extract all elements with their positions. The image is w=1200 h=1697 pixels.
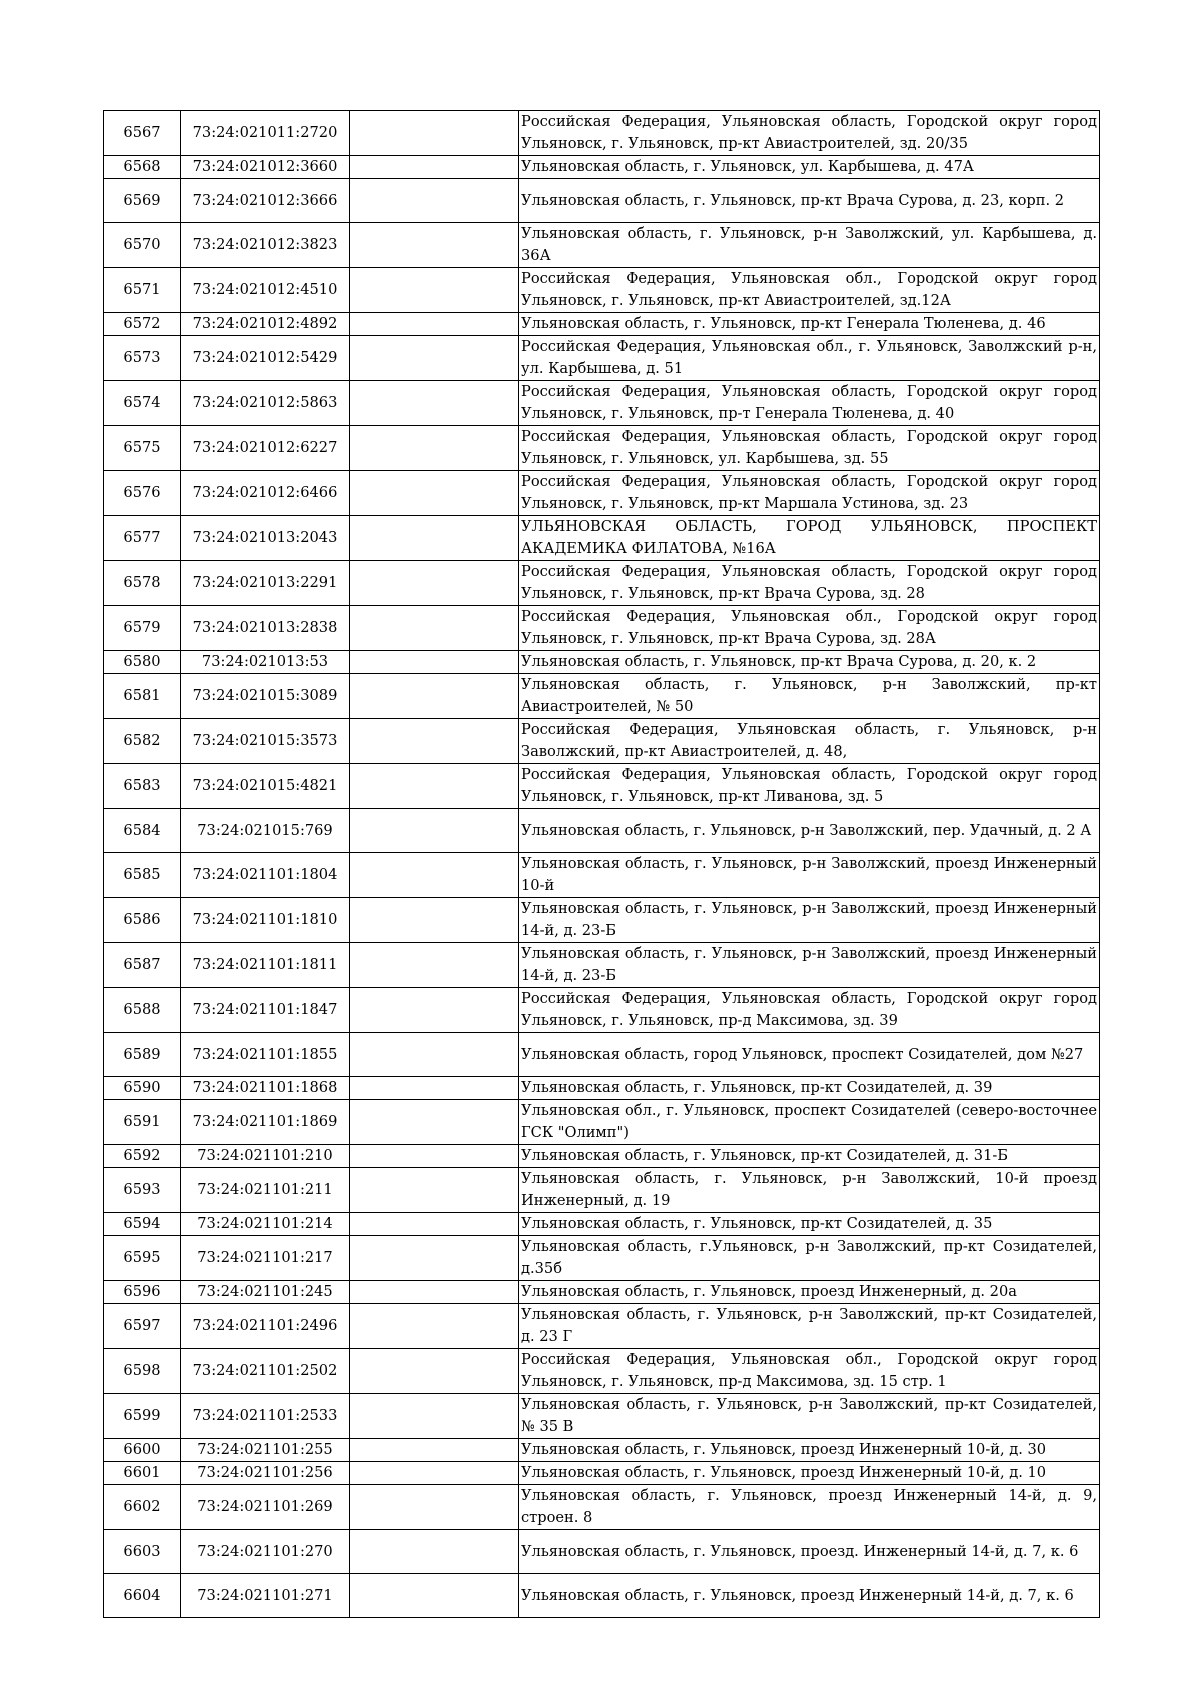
address-cell: Ульяновская область, г. Ульяновск, пр-кт Врача Сурова, д. 23, корп. 2 [519, 179, 1100, 223]
row-number-cell: 6586 [104, 898, 181, 943]
table-row [104, 606, 1100, 651]
table-row [104, 268, 1100, 313]
row-number-cell: 6581 [104, 674, 181, 719]
cadastral-number-cell: 73:24:021101:2496 [181, 1304, 350, 1349]
empty-cell [350, 1100, 519, 1145]
table-row [104, 1574, 1100, 1618]
empty-cell [350, 426, 519, 471]
empty-cell [350, 988, 519, 1033]
empty-cell [350, 1236, 519, 1281]
table-row [104, 179, 1100, 223]
row-number-cell: 6569 [104, 179, 181, 223]
row-number-cell: 6596 [104, 1281, 181, 1304]
address-cell: Ульяновская область, г. Ульяновск, р-н Заволжский, проезд Инженерный 14-й, д. 23-Б [519, 943, 1100, 988]
empty-cell [350, 336, 519, 381]
empty-cell [350, 471, 519, 516]
cadastral-number-cell: 73:24:021101:269 [181, 1485, 350, 1530]
cadastral-number-cell: 73:24:021012:6227 [181, 426, 350, 471]
empty-cell [350, 1530, 519, 1574]
table-row [104, 1439, 1100, 1462]
table-row [104, 1349, 1100, 1394]
table-row [104, 313, 1100, 336]
row-number-cell: 6568 [104, 156, 181, 179]
address-cell: Российская Федерация, Ульяновская область, Городской округ город Ульяновск, г. Ульяновск, пр-кт Врача Сурова, зд. 28 [519, 561, 1100, 606]
cadastral-number-cell: 73:24:021101:256 [181, 1462, 350, 1485]
table-row [104, 223, 1100, 268]
address-cell: Ульяновская область, г. Ульяновск, р-н Заволжский, пр-кт Созидателей, д. 23 Г [519, 1304, 1100, 1349]
table-row [104, 1077, 1100, 1100]
row-number-cell: 6600 [104, 1439, 181, 1462]
cadastral-number-cell: 73:24:021012:5863 [181, 381, 350, 426]
cadastral-number-cell: 73:24:021101:271 [181, 1574, 350, 1618]
empty-cell [350, 1439, 519, 1462]
table-row [104, 898, 1100, 943]
empty-cell [350, 313, 519, 336]
empty-cell [350, 156, 519, 179]
table-row [104, 1236, 1100, 1281]
cadastral-number-cell: 73:24:021101:270 [181, 1530, 350, 1574]
address-cell: Ульяновская область, г. Ульяновск, пр-кт Созидателей, д. 31-Б [519, 1145, 1100, 1168]
empty-cell [350, 674, 519, 719]
cadastral-number-cell: 73:24:021101:2502 [181, 1349, 350, 1394]
row-number-cell: 6598 [104, 1349, 181, 1394]
address-cell: Ульяновская область, г. Ульяновск, проезд Инженерный 10-й, д. 10 [519, 1462, 1100, 1485]
table-row [104, 651, 1100, 674]
table-row [104, 1145, 1100, 1168]
cadastral-number-cell: 73:24:021101:245 [181, 1281, 350, 1304]
cadastral-number-cell: 73:24:021013:53 [181, 651, 350, 674]
address-cell: Ульяновская область, г. Ульяновск, проезд Инженерный, д. 20а [519, 1281, 1100, 1304]
row-number-cell: 6591 [104, 1100, 181, 1145]
address-cell: Российская Федерация, Ульяновская обл., г. Ульяновск, Заволжский р-н, ул. Карбышева, д. 51 [519, 336, 1100, 381]
address-cell: Ульяновская область, г. Ульяновск, проезд Инженерный 14-й, д. 9, строен. 8 [519, 1485, 1100, 1530]
address-cell: Ульяновская область, г. Ульяновск, р-н Заволжский, пер. Удачный, д. 2 А [519, 809, 1100, 853]
row-number-cell: 6595 [104, 1236, 181, 1281]
empty-cell [350, 606, 519, 651]
table-row [104, 1100, 1100, 1145]
row-number-cell: 6590 [104, 1077, 181, 1100]
cadastral-number-cell: 73:24:021101:2533 [181, 1394, 350, 1439]
cadastral-number-cell: 73:24:021101:1804 [181, 853, 350, 898]
row-number-cell: 6597 [104, 1304, 181, 1349]
row-number-cell: 6602 [104, 1485, 181, 1530]
table-row [104, 516, 1100, 561]
table-row [104, 381, 1100, 426]
cadastral-number-cell: 73:24:021012:4510 [181, 268, 350, 313]
table-row [104, 561, 1100, 606]
empty-cell [350, 651, 519, 674]
address-cell: Ульяновская область, г. Ульяновск, ул. Карбышева, д. 47А [519, 156, 1100, 179]
cadastral-number-cell: 73:24:021101:1869 [181, 1100, 350, 1145]
address-cell: Ульяновская область, г. Ульяновск, пр-кт Созидателей, д. 39 [519, 1077, 1100, 1100]
empty-cell [350, 1394, 519, 1439]
cadastral-number-cell: 73:24:021013:2838 [181, 606, 350, 651]
row-number-cell: 6589 [104, 1033, 181, 1077]
address-cell: Ульяновская область, г.Ульяновск, р-н Заволжский, пр-кт Созидателей, д.35б [519, 1236, 1100, 1281]
address-cell: УЛЬЯНОВСКАЯ ОБЛАСТЬ, ГОРОД УЛЬЯНОВСК, ПРОСПЕКТ АКАДЕМИКА ФИЛАТОВА, №16А [519, 516, 1100, 561]
empty-cell [350, 898, 519, 943]
cadastral-number-cell: 73:24:021013:2291 [181, 561, 350, 606]
row-number-cell: 6594 [104, 1213, 181, 1236]
cadastral-number-cell: 73:24:021015:4821 [181, 764, 350, 809]
row-number-cell: 6582 [104, 719, 181, 764]
cadastral-number-cell: 73:24:021011:2720 [181, 111, 350, 156]
table-row [104, 764, 1100, 809]
row-number-cell: 6587 [104, 943, 181, 988]
address-cell: Ульяновская область, г. Ульяновск, пр-кт Генерала Тюленева, д. 46 [519, 313, 1100, 336]
cadastral-number-cell: 73:24:021012:3666 [181, 179, 350, 223]
empty-cell [350, 179, 519, 223]
row-number-cell: 6580 [104, 651, 181, 674]
empty-cell [350, 719, 519, 764]
address-cell: Ульяновская область, г. Ульяновск, пр-кт Созидателей, д. 35 [519, 1213, 1100, 1236]
empty-cell [350, 1349, 519, 1394]
table-row [104, 1530, 1100, 1574]
row-number-cell: 6571 [104, 268, 181, 313]
address-cell: Российская Федерация, Ульяновская обл., Городской округ город Ульяновск, г. Ульяновск, пр-кт Врача Сурова, зд. 28А [519, 606, 1100, 651]
address-cell: Ульяновская область, г. Ульяновск, р-н Заволжский, ул. Карбышева, д. 36А [519, 223, 1100, 268]
cadastral-number-cell: 73:24:021013:2043 [181, 516, 350, 561]
address-cell: Ульяновская область, г. Ульяновск, проезд Инженерный 14-й, д. 7, к. 6 [519, 1574, 1100, 1618]
row-number-cell: 6588 [104, 988, 181, 1033]
table-row [104, 111, 1100, 156]
row-number-cell: 6567 [104, 111, 181, 156]
row-number-cell: 6573 [104, 336, 181, 381]
table-row [104, 1394, 1100, 1439]
table-row [104, 1485, 1100, 1530]
address-cell: Ульяновская область, г. Ульяновск, р-н Заволжский, пр-кт Созидателей, № 35 В [519, 1394, 1100, 1439]
row-number-cell: 6604 [104, 1574, 181, 1618]
table-row [104, 426, 1100, 471]
row-number-cell: 6585 [104, 853, 181, 898]
row-number-cell: 6592 [104, 1145, 181, 1168]
address-cell: Российская Федерация, Ульяновская область, г. Ульяновск, р-н Заволжский, пр-кт Авиастроителей, д. 48, [519, 719, 1100, 764]
table-row [104, 336, 1100, 381]
row-number-cell: 6570 [104, 223, 181, 268]
address-cell: Ульяновская обл., г. Ульяновск, проспект Созидателей (северо-восточнее ГСК "Олимп") [519, 1100, 1100, 1145]
row-number-cell: 6578 [104, 561, 181, 606]
cadastral-table [103, 110, 1100, 1618]
empty-cell [350, 1033, 519, 1077]
empty-cell [350, 268, 519, 313]
address-cell: Ульяновская область, г. Ульяновск, р-н Заволжский, проезд Инженерный 14-й, д. 23-Б [519, 898, 1100, 943]
table-row [104, 1213, 1100, 1236]
row-number-cell: 6584 [104, 809, 181, 853]
address-cell: Российская Федерация, Ульяновская область, Городской округ город Ульяновск, г. Ульяновск, пр-кт Авиастроителей, зд. 20/35 [519, 111, 1100, 156]
row-number-cell: 6574 [104, 381, 181, 426]
empty-cell [350, 111, 519, 156]
row-number-cell: 6577 [104, 516, 181, 561]
empty-cell [350, 1213, 519, 1236]
address-cell: Ульяновская область, г. Ульяновск, р-н Заволжский, проезд Инженерный 10-й [519, 853, 1100, 898]
empty-cell [350, 1462, 519, 1485]
empty-cell [350, 1485, 519, 1530]
empty-cell [350, 809, 519, 853]
address-cell: Российская Федерация, Ульяновская область, Городской округ город Ульяновск, г. Ульяновск, пр-д Максимова, зд. 39 [519, 988, 1100, 1033]
cadastral-number-cell: 73:24:021015:3573 [181, 719, 350, 764]
address-cell: Российская Федерация, Ульяновская область, Городской округ город Ульяновск, г. Ульяновск, пр-кт Ливанова, зд. 5 [519, 764, 1100, 809]
cadastral-number-cell: 73:24:021101:1810 [181, 898, 350, 943]
table-row [104, 471, 1100, 516]
empty-cell [350, 381, 519, 426]
empty-cell [350, 1077, 519, 1100]
empty-cell [350, 853, 519, 898]
cadastral-number-cell: 73:24:021012:4892 [181, 313, 350, 336]
empty-cell [350, 223, 519, 268]
row-number-cell: 6572 [104, 313, 181, 336]
row-number-cell: 6579 [104, 606, 181, 651]
cadastral-number-cell: 73:24:021101:217 [181, 1236, 350, 1281]
cadastral-number-cell: 73:24:021101:1855 [181, 1033, 350, 1077]
row-number-cell: 6603 [104, 1530, 181, 1574]
row-number-cell: 6593 [104, 1168, 181, 1213]
empty-cell [350, 764, 519, 809]
row-number-cell: 6576 [104, 471, 181, 516]
cadastral-number-cell: 73:24:021101:211 [181, 1168, 350, 1213]
row-number-cell: 6601 [104, 1462, 181, 1485]
table-row [104, 853, 1100, 898]
empty-cell [350, 943, 519, 988]
cadastral-number-cell: 73:24:021101:214 [181, 1213, 350, 1236]
empty-cell [350, 1574, 519, 1618]
table-row [104, 1304, 1100, 1349]
address-cell: Ульяновская область, г. Ульяновск, проезд Инженерный 10-й, д. 30 [519, 1439, 1100, 1462]
address-cell: Российская Федерация, Ульяновская область, Городской округ город Ульяновск, г. Ульяновск, пр-кт Маршала Устинова, зд. 23 [519, 471, 1100, 516]
cadastral-number-cell: 73:24:021012:6466 [181, 471, 350, 516]
address-cell: Ульяновская область, г. Ульяновск, р-н Заволжский, пр-кт Авиастроителей, № 50 [519, 674, 1100, 719]
table-row [104, 1281, 1100, 1304]
address-cell: Ульяновская область, г. Ульяновск, р-н Заволжский, 10-й проезд Инженерный, д. 19 [519, 1168, 1100, 1213]
table-row [104, 674, 1100, 719]
empty-cell [350, 1168, 519, 1213]
cadastral-number-cell: 73:24:021101:255 [181, 1439, 350, 1462]
table-body [104, 111, 1100, 1618]
address-cell: Российская Федерация, Ульяновская обл., Городской округ город Ульяновск, г. Ульяновск, пр-д Максимова, зд. 15 стр. 1 [519, 1349, 1100, 1394]
cadastral-number-cell: 73:24:021101:1847 [181, 988, 350, 1033]
table-row [104, 156, 1100, 179]
address-cell: Ульяновская область, г. Ульяновск, проезд. Инженерный 14-й, д. 7, к. 6 [519, 1530, 1100, 1574]
empty-cell [350, 516, 519, 561]
row-number-cell: 6583 [104, 764, 181, 809]
address-cell: Ульяновская область, г. Ульяновск, пр-кт Врача Сурова, д. 20, к. 2 [519, 651, 1100, 674]
table-row [104, 988, 1100, 1033]
empty-cell [350, 1145, 519, 1168]
cadastral-number-cell: 73:24:021015:3089 [181, 674, 350, 719]
address-cell: Российская Федерация, Ульяновская обл., Городской округ город Ульяновск, г. Ульяновск, пр-кт Авиастроителей, зд.12А [519, 268, 1100, 313]
cadastral-number-cell: 73:24:021101:1811 [181, 943, 350, 988]
table-row [104, 1033, 1100, 1077]
cadastral-number-cell: 73:24:021101:1868 [181, 1077, 350, 1100]
table-row [104, 809, 1100, 853]
cadastral-number-cell: 73:24:021012:5429 [181, 336, 350, 381]
table-row [104, 1462, 1100, 1485]
table-row [104, 719, 1100, 764]
cadastral-number-cell: 73:24:021101:210 [181, 1145, 350, 1168]
address-cell: Ульяновская область, город Ульяновск, проспект Созидателей, дом №27 [519, 1033, 1100, 1077]
empty-cell [350, 561, 519, 606]
cadastral-number-cell: 73:24:021015:769 [181, 809, 350, 853]
row-number-cell: 6599 [104, 1394, 181, 1439]
address-cell: Российская Федерация, Ульяновская область, Городской округ город Ульяновск, г. Ульяновск, ул. Карбышева, зд. 55 [519, 426, 1100, 471]
cadastral-number-cell: 73:24:021012:3823 [181, 223, 350, 268]
row-number-cell: 6575 [104, 426, 181, 471]
table-row [104, 1168, 1100, 1213]
cadastral-number-cell: 73:24:021012:3660 [181, 156, 350, 179]
empty-cell [350, 1281, 519, 1304]
address-cell: Российская Федерация, Ульяновская область, Городской округ город Ульяновск, г. Ульяновск, пр-т Генерала Тюленева, д. 40 [519, 381, 1100, 426]
empty-cell [350, 1304, 519, 1349]
table-row [104, 943, 1100, 988]
